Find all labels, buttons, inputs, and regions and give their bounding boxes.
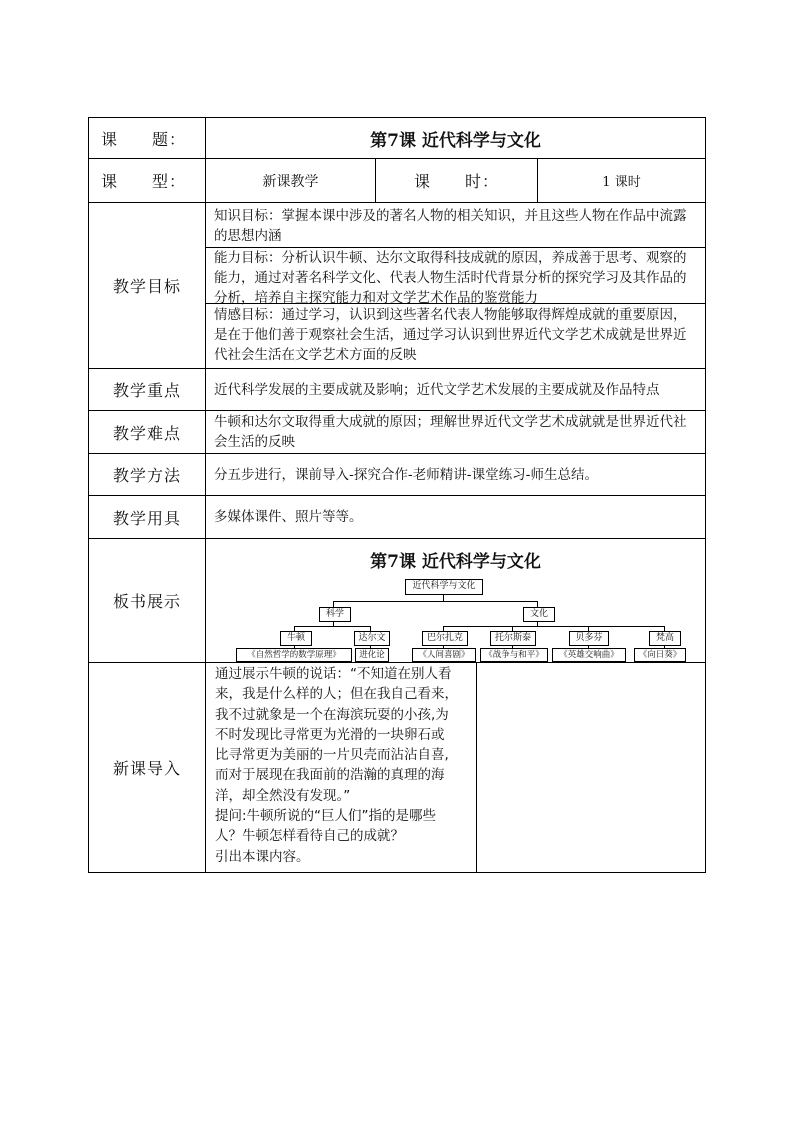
- intro-line: 来，我是什么样的人；但在我自己看来，: [215, 686, 458, 703]
- intro-line: 人？牛顿怎样看待自己的成就？: [215, 828, 404, 845]
- intro-line: 通过展示牛顿的说话：“不知道在别人看: [215, 666, 452, 682]
- board-title: 第7课 近代科学与文化: [370, 552, 541, 572]
- knowledge-goal: 知识目标：掌握本课中涉及的著名人物的相关知识，并且这些人物在作品中流露的思想内涵: [214, 208, 687, 244]
- hours-label: 课 时：: [413, 172, 499, 191]
- intro-empty-cell: [477, 663, 705, 872]
- lesson-title: 第7课 近代科学与文化: [370, 130, 541, 151]
- work-human-comedy: 《人间喜剧》: [412, 648, 476, 662]
- diagram-root: 近代科学与文化: [405, 579, 483, 595]
- method-value: 分五步进行，课前导入-探究合作-老师精讲-课堂练习-师生总结。: [214, 466, 598, 483]
- intro-line: 引出本课内容。: [215, 848, 310, 865]
- tools-value: 多媒体课件、照片等等。: [214, 509, 363, 525]
- lesson-plan-table: [88, 117, 706, 873]
- goals-label: 教学目标: [112, 277, 181, 296]
- intro-text: [206, 663, 476, 872]
- intro-label: 新课导入: [112, 759, 181, 778]
- board-label: 板书展示: [112, 592, 181, 611]
- type-label: 课 型：: [101, 172, 187, 191]
- intro-line: 而对于展现在我面前的浩瀚的真理的海: [215, 767, 445, 784]
- person-darwin: 达尔文: [354, 631, 390, 646]
- work-sunflowers: 《向日葵》: [634, 648, 686, 662]
- work-principia: 《自然哲学的数学原理》: [236, 648, 352, 662]
- lesson-hours: 1 课时: [602, 175, 641, 190]
- difficulty-value: 牛顿和达尔文取得重大成就的原因；理解世界近代文学艺术成就就是世界近代社会生活的反映: [214, 414, 687, 450]
- work-eroica: 《英雄交响曲》: [552, 648, 626, 662]
- difficulty-label: 教学难点: [112, 423, 181, 443]
- intro-line: 不时发现比寻常更为光滑的一块卵石或: [215, 726, 445, 743]
- connector: [294, 626, 370, 627]
- connector: [333, 601, 537, 602]
- work-war-and-peace: 《战争与和平》: [480, 648, 548, 662]
- branch-culture: 文化: [523, 607, 555, 622]
- emotion-goal: 情感目标：通过学习，认识到这些著名代表人物能够取得辉煌成就的重要原因，是在于他们善于观察社会生活，通过学习认识到世界近代文学艺术成就是世界近代社会生活在文学艺术方面的反映: [214, 307, 687, 363]
- tools-label: 教学用具: [112, 508, 181, 528]
- topic-label: 课 题：: [101, 129, 187, 149]
- connector: [443, 594, 444, 601]
- rule: [705, 117, 706, 873]
- person-beethoven: 贝多芬: [569, 631, 609, 646]
- rule: [88, 872, 706, 873]
- intro-line: 比寻常更为美丽的一片贝壳而沾沾自喜,: [215, 747, 449, 764]
- person-tolstoy: 托尔斯泰: [490, 631, 536, 646]
- focus-label: 教学重点: [112, 381, 181, 400]
- branch-science: 科学: [319, 607, 351, 622]
- intro-line: 我不过就象是一个在海滨玩耍的小孩,为: [215, 706, 449, 723]
- method-label: 教学方法: [112, 466, 181, 485]
- person-vangogh: 梵高: [649, 631, 681, 646]
- connector: [443, 626, 664, 627]
- lesson-type: 新课教学: [262, 173, 319, 190]
- intro-line: 洋，却全然没有发现。”: [215, 787, 351, 804]
- intro-line: 提问:牛顿所说的“巨人们”指的是哪些: [215, 808, 437, 825]
- ability-goal: 能力目标：分析认识牛顿、达尔文取得科技成就的原因，养成善于思考、观察的能力，通过对著名科学文化、代表人物生活时代背景分析的探究学习及其作品的分析，培养自主探究能力和对文学艺术作品的鉴赏能力: [214, 250, 687, 306]
- person-newton: 牛顿: [280, 631, 312, 646]
- work-evolution: 进化论: [355, 648, 389, 662]
- board-diagram: [206, 539, 705, 662]
- person-balzac: 巴尔扎克: [422, 631, 468, 646]
- focus-value: 近代科学发展的主要成就及影响；近代文学艺术发展的主要成就及作品特点: [214, 381, 660, 398]
